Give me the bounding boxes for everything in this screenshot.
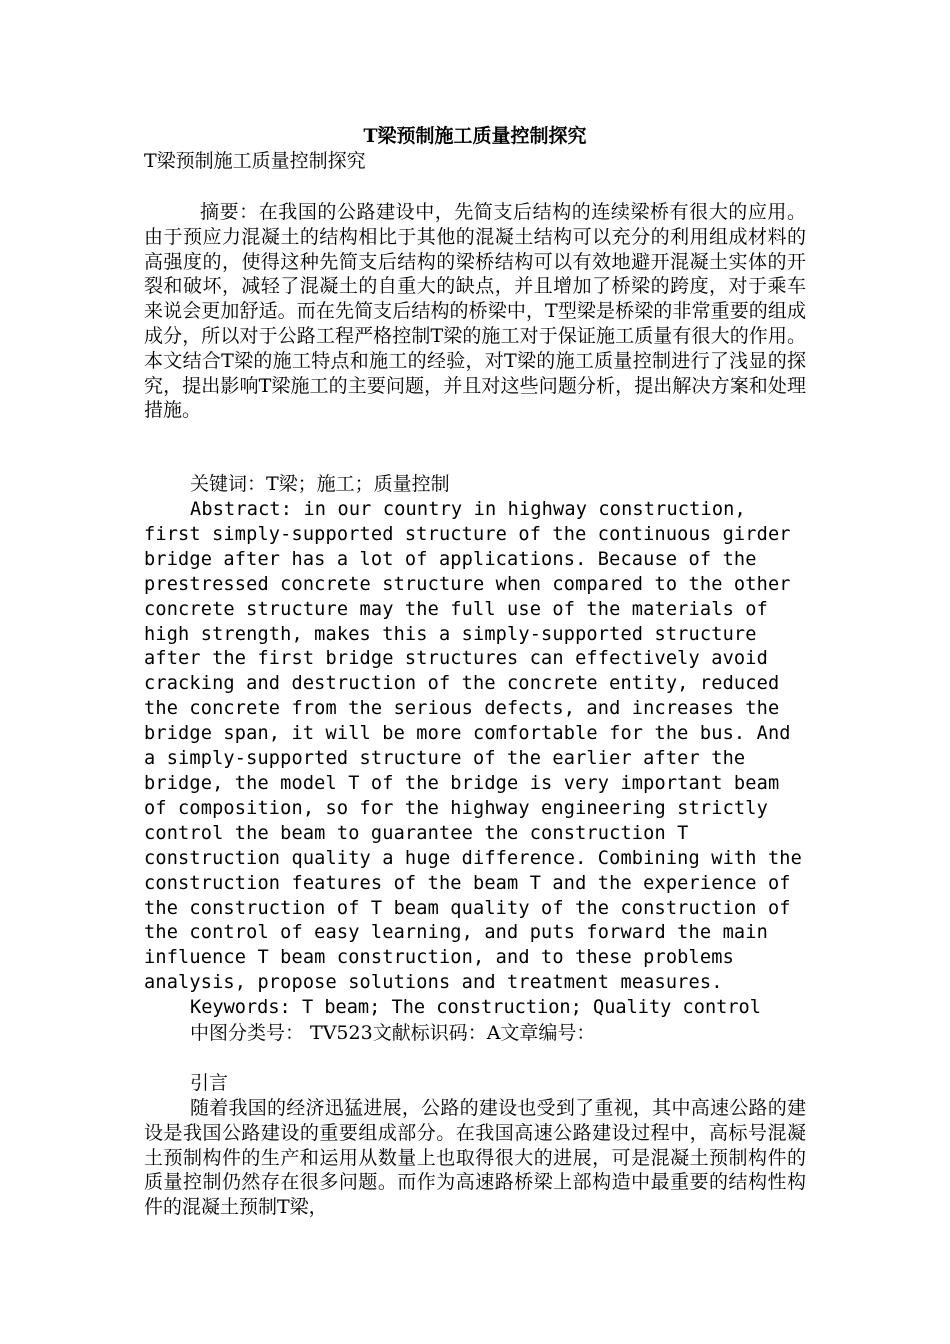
- english-abstract: Abstract: in our country in highway construction, first simply-supported structure of the continuous girder bridge after has a lot of applications. Because of the prestressed concrete structure when compared to the other concrete structure may the full use of the materials of high strength, makes this a simply-supported structure after the first bridge structures can effectively avoid cracking and destruction of the concrete entity, reduced the concrete from the serious defects, and increases the bridge span, it will be more comfortable for the bus. And a simply-supported structure of the earlier after the bridge, the model T of the bridge is very important beam of composition, so for the highway engineering strictly control the beam to guarantee the construction T construction quality a huge difference. Combining with the construction features of the beam T and the experience of the construction of T beam quality of the construction of the control of easy learning, and puts forward the main influence T beam construction, and to these problems analysis, propose solutions and treatment measures.: [144, 499, 802, 994]
- chinese-abstract: 摘要：在我国的公路建设中，先简支后结构的连续梁桥有很大的应用。由于预应力混凝土的结构相比于其他的混凝土结构可以充分的利用组成材料的高强度的，使得这种先简支后结构的梁桥结构可以有效地避开混凝土实体的开裂和破坏，减轻了混凝土的自重大的缺点，并且增加了桥梁的跨度，对于乘车来说会更加舒适。而在先简支后结构的桥梁中，T型梁是桥梁的非常重要的组成成分，所以对于公路工程严格控制T梁的施工对于保证施工质量有很大的作用。本文结合T梁的施工特点和施工的经验，对T梁的施工质量控制进行了浅显的探究，提出影响T梁施工的主要问题，并且对这些问题分析，提出解决方案和处理措施。: [144, 201, 806, 422]
- chinese-keywords: 关键词：T梁；施工；质量控制: [190, 473, 450, 495]
- classification-line: 中图分类号： TV523文献标识码：A文章编号：: [190, 1022, 596, 1044]
- document-subtitle: T梁预制施工质量控制探究: [144, 150, 366, 172]
- english-keywords: Keywords: T beam; The construction; Quality control: [190, 997, 761, 1018]
- document-title: T梁预制施工质量控制探究: [363, 125, 587, 147]
- introduction-paragraph: 随着我国的经济迅猛进展，公路的建设也受到了重视，其中高速公路的建设是我国公路建设的重要组成部分。在我国高速公路建设过程中，高标号混凝土预制构件的生产和运用从数量上也取得很大的进展，可是混凝土预制构件的质量控制仍然存在很多问题。而作为高速路桥梁上部构造中最重要的结构性构件的混凝土预制T梁，: [144, 1097, 806, 1219]
- introduction-heading: 引言: [190, 1072, 229, 1094]
